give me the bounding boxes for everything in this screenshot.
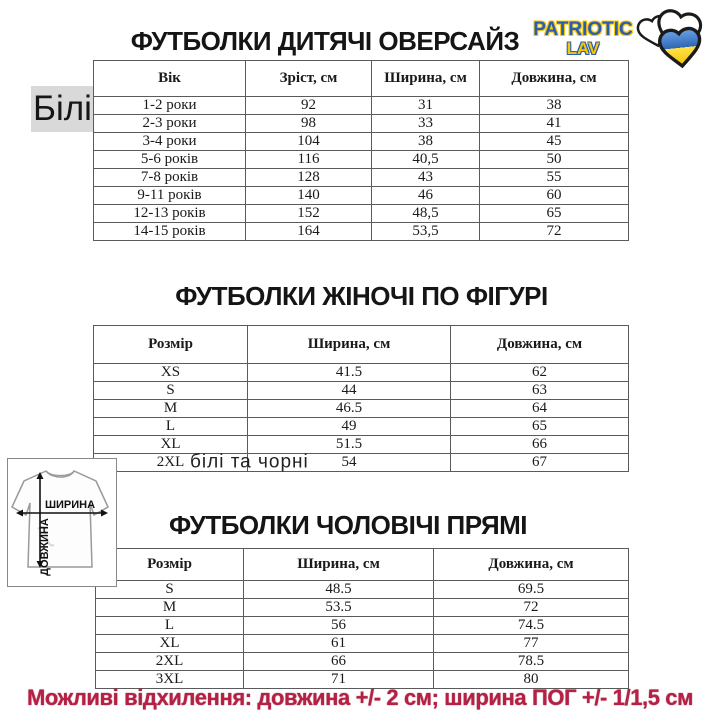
tshirt-measure-diagram	[7, 458, 117, 587]
header-row	[96, 549, 629, 581]
table-cell: 67	[451, 454, 629, 472]
table-cell: 65	[451, 418, 629, 436]
table-cell: 53.5	[244, 599, 434, 617]
table-cell: 55	[480, 169, 629, 187]
column-header: Довжина, см	[480, 61, 629, 97]
table-cell: 152	[246, 205, 372, 223]
table-cell: 12-13 років	[94, 205, 246, 223]
color-badge-white: Білі	[31, 86, 94, 132]
table-cell: 65	[480, 205, 629, 223]
table-cell: 48.5	[244, 581, 434, 599]
table-cell: 2XL	[96, 653, 244, 671]
table-row	[94, 364, 629, 382]
table-cell: L	[94, 418, 248, 436]
table-cell: 164	[246, 223, 372, 241]
table-row	[96, 617, 629, 635]
table-cell: 140	[246, 187, 372, 205]
column-header: Ширина, см	[244, 549, 434, 581]
column-header: Ширина, см	[372, 61, 480, 97]
section-title-men: ФУТБОЛКИ ЧОЛОВІЧІ ПРЯМІ	[168, 510, 528, 540]
table-cell: 72	[434, 599, 629, 617]
table-cell: 61	[244, 635, 434, 653]
table-row	[96, 581, 629, 599]
table-row	[94, 454, 629, 472]
table-cell: 66	[451, 436, 629, 454]
table-cell: 45	[480, 133, 629, 151]
table-cell: 116	[246, 151, 372, 169]
table-cell: 74.5	[434, 617, 629, 635]
table-cell: M	[94, 400, 248, 418]
table-cell: 54	[248, 454, 451, 472]
column-header: Зріст, см	[246, 61, 372, 97]
header-row	[94, 61, 629, 97]
table-row	[94, 187, 629, 205]
table-cell: 49	[248, 418, 451, 436]
table-cell: 80	[434, 671, 629, 689]
column-header: Довжина, см	[434, 549, 629, 581]
table-cell: 64	[451, 400, 629, 418]
brand-name-bottom: LAV	[566, 38, 600, 58]
table-cell: 72	[480, 223, 629, 241]
column-header: Розмір	[94, 326, 248, 364]
table-cell: 40,5	[372, 151, 480, 169]
table-cell: 56	[244, 617, 434, 635]
width-arrow-label: ШИРИНА	[44, 499, 96, 511]
table-cell: 38	[372, 133, 480, 151]
table-cell: 41	[480, 115, 629, 133]
table-cell: 33	[372, 115, 480, 133]
table-cell: 53,5	[372, 223, 480, 241]
table-cell: XL	[96, 635, 244, 653]
table-row	[96, 599, 629, 617]
column-header: Розмір	[96, 549, 244, 581]
table-cell: 2XL білі та чорні	[94, 454, 248, 472]
table-cell: 43	[372, 169, 480, 187]
table-row	[94, 97, 629, 115]
table-row	[94, 169, 629, 187]
table-cell: 31	[372, 97, 480, 115]
table-cell: M	[96, 599, 244, 617]
table-cell: 3XL	[96, 671, 244, 689]
tolerance-disclaimer: Можливі відхилення: довжина +/- 2 см; ширина ПОГ +/- 1/1,5 см	[26, 685, 694, 710]
row-note: білі та чорні	[190, 451, 309, 473]
header-row	[94, 326, 629, 364]
column-header: Вік	[94, 61, 246, 97]
section-title-kids: ФУТБОЛКИ ДИТЯЧІ ОВЕРСАЙЗ	[130, 26, 520, 56]
table-cell: 7-8 років	[94, 169, 246, 187]
table-cell: 1-2 роки	[94, 97, 246, 115]
table-cell: 77	[434, 635, 629, 653]
table-row	[94, 133, 629, 151]
table-cell: 63	[451, 382, 629, 400]
table-cell: 51.5	[248, 436, 451, 454]
table-cell: 60	[480, 187, 629, 205]
section-title-women: ФУТБОЛКИ ЖІНОЧІ ПО ФІГУРІ	[175, 281, 548, 311]
table-row	[96, 653, 629, 671]
table-cell: 44	[248, 382, 451, 400]
table-row	[94, 436, 629, 454]
table-cell: 104	[246, 133, 372, 151]
brand-logo	[522, 20, 644, 58]
table-row	[94, 205, 629, 223]
table-cell: 2-3 роки	[94, 115, 246, 133]
table-cell: XS	[94, 364, 248, 382]
table-row	[94, 382, 629, 400]
table-cell: 128	[246, 169, 372, 187]
table-cell: 66	[244, 653, 434, 671]
table-cell: 46.5	[248, 400, 451, 418]
table-cell: 92	[246, 97, 372, 115]
table-cell: S	[96, 581, 244, 599]
table-cell: 78.5	[434, 653, 629, 671]
column-header: Довжина, см	[451, 326, 629, 364]
table-cell: 14-15 років	[94, 223, 246, 241]
table-cell: XL	[94, 436, 248, 454]
brand-name-top: PATRIOTIC	[533, 19, 633, 40]
table-row	[94, 115, 629, 133]
table-cell: 98	[246, 115, 372, 133]
table-row	[94, 400, 629, 418]
kids-size-table	[93, 60, 629, 241]
table-cell: S	[94, 382, 248, 400]
table-cell: 62	[451, 364, 629, 382]
table-cell: 41.5	[248, 364, 451, 382]
length-arrow-label: ДОВЖИНА	[39, 518, 51, 576]
table-cell: 69.5	[434, 581, 629, 599]
table-cell: 48,5	[372, 205, 480, 223]
table-cell: 71	[244, 671, 434, 689]
table-cell: L	[96, 617, 244, 635]
table-cell: 5-6 років	[94, 151, 246, 169]
women-size-table	[93, 325, 629, 472]
table-cell: 50	[480, 151, 629, 169]
column-header: Ширина, см	[248, 326, 451, 364]
table-cell: 46	[372, 187, 480, 205]
table-row	[94, 151, 629, 169]
table-cell: 3-4 роки	[94, 133, 246, 151]
table-cell: 9-11 років	[94, 187, 246, 205]
table-row	[94, 223, 629, 241]
table-row	[96, 635, 629, 653]
hearts-flag-icon	[628, 0, 720, 100]
tshirt-shape	[12, 471, 108, 567]
men-size-table	[95, 548, 629, 689]
table-row	[94, 418, 629, 436]
table-cell: 38	[480, 97, 629, 115]
